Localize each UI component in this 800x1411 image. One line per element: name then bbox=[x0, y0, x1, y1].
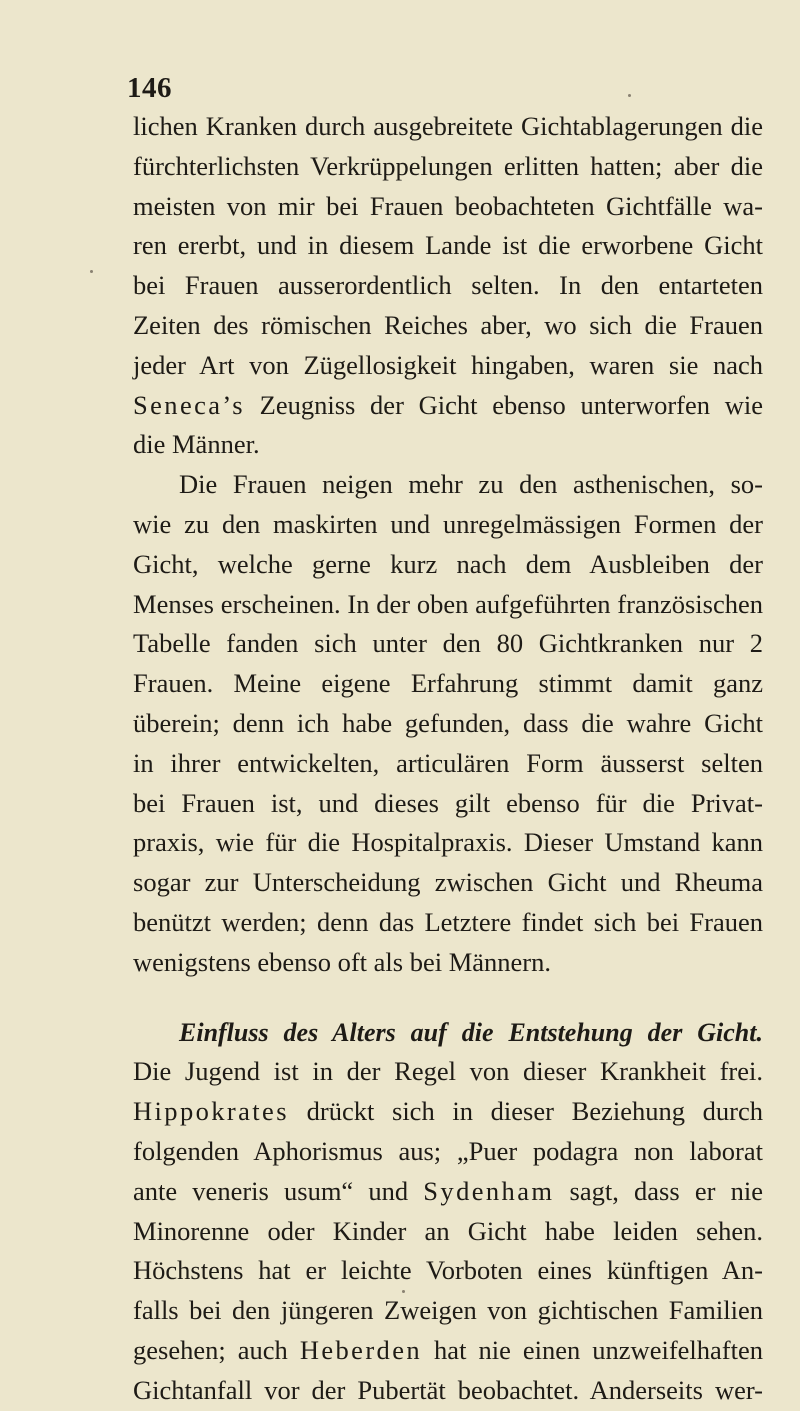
text-line: jeder Art von Zügellosigkeit hingaben, waren sie nach bbox=[133, 349, 763, 380]
text-line: ren ererbt, und in diesem Lande ist die erworbene Gicht bbox=[133, 230, 763, 261]
text-line bbox=[133, 386, 763, 426]
text-line: folgenden Aphorismus aus; „Puer podagra non laborat bbox=[133, 1135, 763, 1166]
page-number: 146 bbox=[127, 72, 172, 104]
author-name-heberden: Heberden bbox=[299, 1334, 423, 1365]
text-fragment: Zeugniss der Gicht ebenso unterworfen wie bbox=[244, 389, 763, 420]
text-line: überein; denn ich habe gefunden, dass die wahre Gicht bbox=[133, 707, 763, 738]
text-line: praxis, wie für die Hospitalpraxis. Dieser Umstand kann bbox=[133, 827, 763, 858]
text-line: Die Jugend ist in der Regel von dieser Krankheit frei. bbox=[133, 1056, 763, 1087]
text-line bbox=[133, 1172, 763, 1212]
text-line: in ihrer entwickelten, articulären Form äusserst selten bbox=[133, 747, 763, 778]
text-line: Tabelle fanden sich unter den 80 Gichtkranken nur 2 bbox=[133, 628, 763, 659]
text-fragment: sagt, dass er nie bbox=[554, 1175, 763, 1206]
text-line: bei Frauen ist, und dieses gilt ebenso für die Privat- bbox=[133, 787, 763, 818]
text-line: Minorenne oder Kinder an Gicht habe leiden sehen. bbox=[133, 1215, 763, 1246]
text-fragment: drückt sich in dieser Beziehung durch bbox=[288, 1096, 763, 1127]
page-body bbox=[133, 107, 763, 1411]
text-line: wie zu den maskirten und unregelmässigen Formen der bbox=[133, 508, 763, 539]
text-line: Gichtanfall vor der Pubertät beobachtet. Anderseits wer- bbox=[133, 1374, 763, 1405]
text-line: Höchstens hat er leichte Vorboten eines künftigen An- bbox=[133, 1255, 763, 1286]
text-line: bei Frauen ausserordentlich selten. In den entarteten bbox=[133, 270, 763, 301]
paragraph-2 bbox=[133, 465, 763, 982]
text-fragment: hat nie einen unzweifelhaften bbox=[422, 1334, 763, 1365]
text-fragment: gesehen; auch bbox=[133, 1334, 300, 1365]
text-line: meisten von mir bei Frauen beobachteten Gichtfälle wa- bbox=[133, 190, 763, 221]
text-line: Frauen. Meine eigene Erfahrung stimmt damit ganz bbox=[133, 668, 763, 699]
text-line: Die Frauen neigen mehr zu den asthenischen, so- bbox=[179, 469, 763, 500]
author-name-seneca: Seneca’s bbox=[133, 389, 245, 420]
text-line: sogar zur Unterscheidung zwischen Gicht und Rheuma bbox=[133, 867, 763, 898]
paragraph-1 bbox=[133, 107, 763, 465]
section-age-influence bbox=[133, 1013, 763, 1411]
text-line: falls bei den jüngeren Zweigen von gichtischen Familien bbox=[133, 1295, 763, 1326]
text-line: Gicht, welche gerne kurz nach dem Ausbleiben der bbox=[133, 548, 763, 579]
text-line bbox=[133, 1331, 763, 1371]
text-line bbox=[133, 1092, 763, 1132]
text-line: benützt werden; denn das Letztere findet sich bei Frauen bbox=[133, 906, 763, 937]
paper-speck bbox=[90, 270, 93, 273]
text-line: wenigstens ebenso oft als bei Männern. bbox=[133, 946, 552, 977]
paper-speck bbox=[628, 94, 631, 97]
text-line: lichen Kranken durch ausgebreitete Gichtablagerungen die bbox=[133, 111, 763, 141]
text-line: Zeiten des römischen Reiches aber, wo sich die Frauen bbox=[133, 309, 763, 340]
text-fragment: ante veneris usum“ und bbox=[133, 1175, 424, 1206]
section-heading: Einfluss des Alters auf die Entstehung der Gicht. bbox=[179, 1017, 763, 1047]
text-line: die Männer. bbox=[133, 429, 260, 460]
author-name-hippokrates: Hippokrates bbox=[133, 1096, 289, 1127]
author-name-sydenham: Sydenham bbox=[423, 1175, 555, 1206]
paper-speck bbox=[402, 1290, 405, 1293]
text-line: fürchterlichsten Verkrüppelungen erlitten hatten; aber die bbox=[133, 150, 763, 181]
text-line: Menses erscheinen. In der oben aufgeführten französischen bbox=[133, 588, 763, 619]
